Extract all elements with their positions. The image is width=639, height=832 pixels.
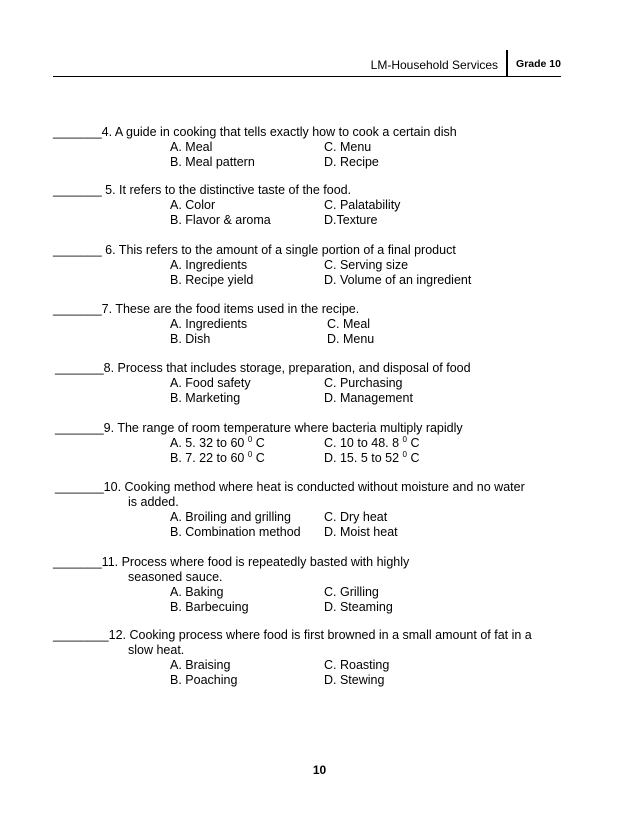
option-d: D. Management bbox=[324, 391, 413, 405]
option-b: B. 7. 22 to 60 bbox=[170, 451, 245, 465]
option-a: A. Food safety bbox=[170, 376, 251, 390]
question-9 bbox=[53, 421, 573, 466]
option-a: A. Baking bbox=[170, 585, 224, 599]
question-11 bbox=[53, 555, 573, 615]
question-stem: _______7. These are the food items used in the recipe. bbox=[53, 302, 360, 316]
option-d: D. Volume of an ingredient bbox=[324, 273, 472, 287]
question-7 bbox=[53, 302, 573, 347]
unit-label: C bbox=[410, 451, 420, 465]
question-stem-continuation: is added. bbox=[128, 495, 179, 509]
option-b: B. Poaching bbox=[170, 673, 238, 687]
question-stem: _______ 6. This refers to the amount of a single portion of a final product bbox=[53, 243, 456, 257]
option-d: D. Stewing bbox=[324, 673, 385, 687]
question-stem: _______10. Cooking method where heat is conducted without moisture and no water bbox=[55, 480, 525, 494]
question-stem: _______ 5. It refers to the distinctive taste of the food. bbox=[53, 183, 352, 197]
subject-title: LM-Household Services bbox=[370, 58, 499, 72]
option-a: A. 5. 32 to 60 bbox=[170, 436, 245, 450]
question-stem: _______9. The range of room temperature where bacteria multiply rapidly bbox=[55, 421, 463, 435]
option-b: B. Combination method bbox=[170, 525, 301, 539]
question-12 bbox=[53, 628, 573, 688]
option-d: D. Moist heat bbox=[324, 525, 398, 539]
option-d: D.Texture bbox=[324, 213, 378, 227]
option-b: B. Meal pattern bbox=[170, 155, 255, 169]
question-stem-continuation: seasoned sauce. bbox=[128, 570, 223, 584]
option-a: A. Meal bbox=[170, 140, 213, 154]
grade-label: Grade 10 bbox=[516, 58, 561, 70]
degree-superscript: 0 bbox=[402, 435, 407, 444]
question-stem-continuation: slow heat. bbox=[128, 643, 185, 657]
degree-superscript: 0 bbox=[402, 450, 407, 459]
unit-label: C bbox=[255, 451, 265, 465]
question-stem: _______8. Process that includes storage, preparation, and disposal of food bbox=[55, 361, 471, 375]
option-b: B. Dish bbox=[170, 332, 211, 346]
question-stem: _______4. A guide in cooking that tells exactly how to cook a certain dish bbox=[53, 125, 457, 139]
option-b: B. Barbecuing bbox=[170, 600, 249, 614]
degree-superscript: 0 bbox=[247, 450, 253, 459]
option-c: C. Grilling bbox=[324, 585, 379, 599]
unit-label: C bbox=[255, 436, 265, 450]
degree-superscript: 0 bbox=[247, 435, 253, 444]
page-header bbox=[371, 50, 561, 76]
question-8 bbox=[53, 361, 573, 406]
option-d: D. 15. 5 to 52 bbox=[324, 451, 400, 465]
option-b: B. Flavor & aroma bbox=[170, 213, 271, 227]
option-c: C. Meal bbox=[327, 317, 371, 331]
question-6 bbox=[53, 243, 573, 288]
option-b: B. Marketing bbox=[170, 391, 241, 405]
unit-label: C bbox=[410, 436, 420, 450]
option-c: C. Serving size bbox=[324, 258, 409, 272]
question-stem: _______11. Process where food is repeatedly basted with highly bbox=[53, 555, 410, 569]
option-a: A. Braising bbox=[170, 658, 231, 672]
option-c: C. Menu bbox=[324, 140, 372, 154]
option-d: D. Steaming bbox=[324, 600, 393, 614]
option-d: D. Menu bbox=[327, 332, 375, 346]
question-4 bbox=[53, 125, 573, 170]
option-a: A. Ingredients bbox=[170, 317, 248, 331]
option-d: D. Recipe bbox=[324, 155, 379, 169]
option-c: C. Dry heat bbox=[324, 510, 388, 524]
option-a: A. Broiling and grilling bbox=[170, 510, 291, 524]
option-c: C. Purchasing bbox=[324, 376, 403, 390]
question-5 bbox=[53, 183, 573, 228]
option-c: C. Roasting bbox=[324, 658, 390, 672]
page-number: 10 bbox=[312, 763, 327, 777]
header-rule bbox=[53, 76, 561, 77]
question-10 bbox=[53, 480, 573, 540]
option-a: A. Ingredients bbox=[170, 258, 248, 272]
option-c: C. 10 to 48. 8 bbox=[324, 436, 400, 450]
option-c: C. Palatability bbox=[324, 198, 401, 212]
question-stem: ________12. Cooking process where food is first browned in a small amount of fat in a bbox=[53, 628, 532, 642]
option-a: A. Color bbox=[170, 198, 216, 212]
option-b: B. Recipe yield bbox=[170, 273, 254, 287]
